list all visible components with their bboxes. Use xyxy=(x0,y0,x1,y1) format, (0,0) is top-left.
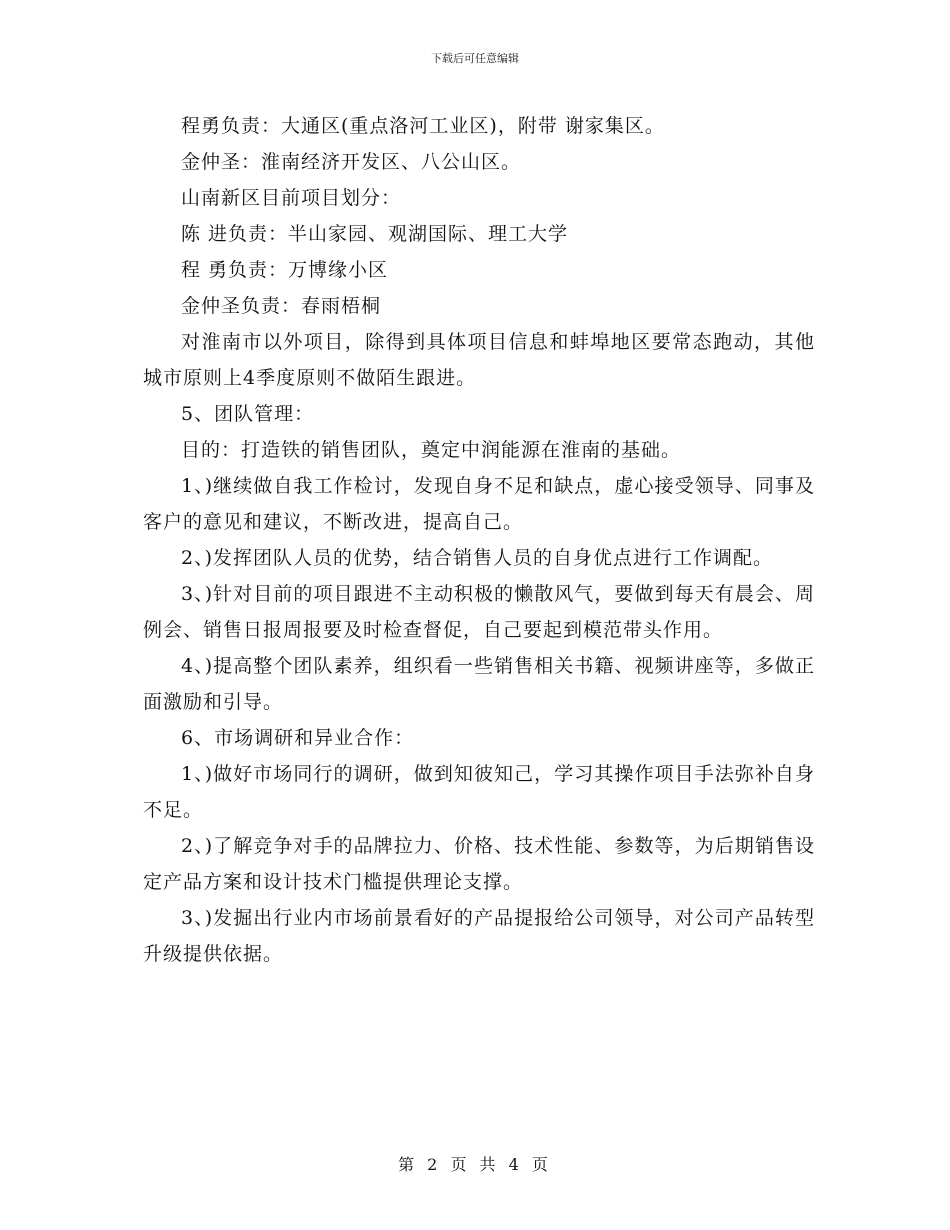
paragraph: 山南新区目前项目划分： xyxy=(181,187,402,209)
paragraph: 陈 进负责：半山家园、观湖国际、理工大学 xyxy=(181,223,569,245)
list-item: 4、)提高整个团队素养，组织看一些销售相关书籍、视频讲座等，多做正面激励和引导。 xyxy=(143,655,815,713)
paragraph: 程勇负责：大通区(重点洛河工业区)，附带 谢家集区。 xyxy=(181,115,665,137)
page-header-note: 下载后可任意编辑 xyxy=(431,52,519,65)
paragraph: 金仲圣负责：春雨梧桐 xyxy=(181,295,382,317)
list-item: 1、)继续做自我工作检讨，发现自身不足和缺点，虚心接受领导、同事及客户的意见和建议，不断改进，提高自己。 xyxy=(143,475,815,533)
list-item: 1、)做好市场同行的调研，做到知彼知己，学习其操作项目手法弥补自身不足。 xyxy=(143,763,815,821)
paragraph: 对淮南市以外项目，除得到具体项目信息和蚌埠地区要常态跑动，其他城市原则上4季度原则不做陌生跟进。 xyxy=(143,331,815,389)
list-item: 2、)了解竞争对手的品牌拉力、价格、技术性能、参数等，为后期销售设定产品方案和设计技术门槛提供理论支撑。 xyxy=(143,835,815,893)
list-item: 2、)发挥团队人员的优势，结合销售人员的自身优点进行工作调配。 xyxy=(181,547,774,569)
paragraph: 目的：打造铁的销售团队，奠定中润能源在淮南的基础。 xyxy=(181,439,682,461)
section-heading: 6、市场调研和异业合作： xyxy=(181,727,415,749)
paragraph: 程 勇负责：万博缘小区 xyxy=(181,259,389,281)
page-number: 第 2 页 共 4 页 xyxy=(398,1155,552,1174)
document-body xyxy=(143,108,815,972)
paragraph: 金仲圣：淮南经济开发区、八公山区。 xyxy=(181,151,522,173)
list-item: 3、)发掘出行业内市场前景看好的产品提报给公司领导，对公司产品转型升级提供依据。 xyxy=(143,907,815,965)
list-item: 3、)针对目前的项目跟进不主动积极的懒散风气，要做到每天有晨会、周例会、销售日报周报要及时检查督促，自己要起到模范带头作用。 xyxy=(143,583,815,641)
section-heading: 5、团队管理： xyxy=(181,403,315,425)
